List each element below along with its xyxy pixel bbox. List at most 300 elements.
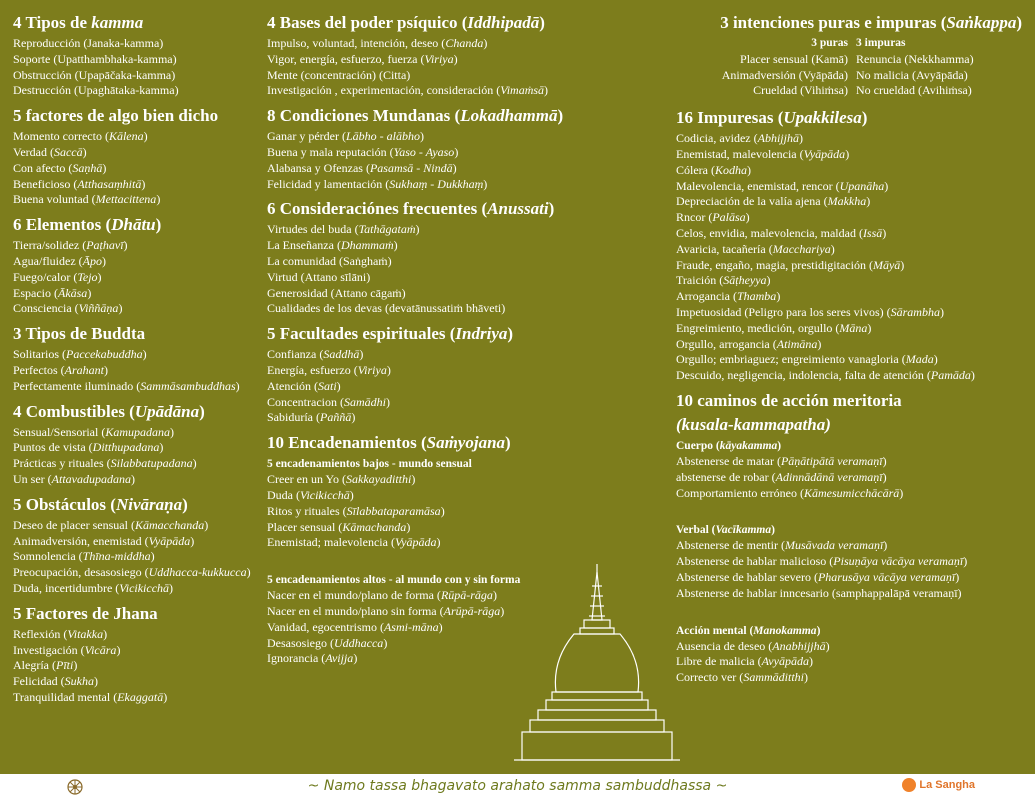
list-item-text-end: ) <box>351 410 356 425</box>
subgroup-title-text: Acción mental ( <box>676 624 754 637</box>
section-title-text-end: ) <box>182 494 188 514</box>
list-item-text-end: ) <box>808 654 813 669</box>
list-item-text: Abstenerse de hablar severo ( <box>676 569 818 584</box>
section-title-term: (kusala-kammapatha) <box>676 414 831 434</box>
section-title <box>267 323 567 344</box>
list-item-pali-term: Vyāpāda <box>803 146 846 161</box>
section-title-text: 10 caminos de acción meritoria <box>676 390 902 410</box>
list-item-pali-term: Pasamsā - Nindā <box>369 160 453 175</box>
list-item-text-end: ) <box>349 487 354 502</box>
list-item <box>267 222 567 238</box>
list-item <box>13 456 263 472</box>
list-item-text: Fraude, engaño, magia, prestidigitación ( <box>676 257 873 272</box>
section-title-pali-term: Iddhipadā <box>467 13 540 32</box>
list-item-pali-term: Saṇhā <box>72 160 103 175</box>
section-title-text-end: ) <box>861 108 868 128</box>
list-item-text-end: ) <box>933 352 938 367</box>
list-item-pali-term: Macchariya <box>772 241 831 256</box>
section <box>267 323 567 426</box>
section-title-pali-term: Saṅkappa <box>946 13 1017 32</box>
list-item-text-end: ) <box>939 304 944 319</box>
list-item-pali-term: Musāvada veramaṇī <box>784 538 884 553</box>
list-item-text: Fuego/calor ( <box>13 269 78 284</box>
section-title-text-end: ) <box>557 106 564 126</box>
list-item-pali-term: Vicikicchā <box>300 487 350 502</box>
list-item <box>676 570 1026 586</box>
header-pure: 3 puras <box>811 37 848 49</box>
item-list <box>267 36 567 99</box>
section-title-pali-term: Lokadhammā <box>460 106 558 126</box>
list-item <box>267 83 567 99</box>
list-item-text: Soporte (Upatthambhaka-kamma) <box>13 51 177 66</box>
section-title-text-end: ) <box>199 401 205 421</box>
list-item-text-end: ) <box>82 144 87 159</box>
la-sangha-logo-icon <box>902 778 916 792</box>
list-item-text-end: ) <box>159 440 164 455</box>
list-item <box>267 363 567 379</box>
list-item <box>676 210 1026 226</box>
section <box>676 390 1026 686</box>
list-item <box>267 68 567 84</box>
list-item-pali-term: Māyā <box>872 257 901 272</box>
list-item-text: Impulso, voluntad, intención, deseo ( <box>267 36 446 50</box>
list-item <box>13 177 263 193</box>
list-item-text: Buena y mala reputación ( <box>267 144 394 159</box>
list-item-text-end: ) <box>385 394 390 409</box>
section-title-text: 8 Condiciones Mundanas ( <box>267 106 461 126</box>
list-item-text-end: ) <box>900 257 905 272</box>
list-item-text: Felicidad y lamentación ( <box>267 176 390 191</box>
section-title-text: 16 Impuresas ( <box>676 108 784 128</box>
list-item-text-end: ) <box>163 689 168 704</box>
list-item-text: Energía, esfuerzo ( <box>267 362 358 377</box>
list-item <box>676 486 1026 502</box>
list-item-text-end: ) <box>452 160 457 175</box>
subgroup-title <box>267 457 567 472</box>
list-item-text: Avaricia, tacañería ( <box>676 241 773 256</box>
list-item-pali-term: Paccekabuddha <box>66 347 143 362</box>
list-item-text: Ritos y rituales ( <box>267 503 347 518</box>
subgroup-title <box>676 439 1026 454</box>
motto: ~ Namo tassa bhagavato arahato samma sambuddhassa ~ <box>307 778 728 794</box>
list-item <box>676 305 1026 321</box>
section-title-text-end: ) <box>505 433 511 453</box>
section-intentions <box>676 12 1026 99</box>
section-title-text-end: ) <box>155 215 162 235</box>
list-item-text-end: ) <box>845 146 850 161</box>
list-item <box>13 658 263 674</box>
list-item <box>267 177 567 193</box>
list-item-text-end: ) <box>101 253 106 268</box>
list-item-text: Consciencia ( <box>13 301 79 316</box>
list-item-text: Abstenerse de mentir ( <box>676 538 785 553</box>
list-item <box>13 690 263 706</box>
subgroup-title-pali-term: kāyakamma <box>719 439 778 452</box>
list-item-pali-term: Chanda <box>445 36 484 50</box>
list-item-text-end: ) <box>436 535 441 550</box>
item-list <box>13 347 263 394</box>
footer-bar <box>0 774 1035 800</box>
list-item-text: Espacio ( <box>13 285 58 300</box>
list-item-text-end: ) <box>87 285 92 300</box>
list-item-pali-term: Viññāṇa <box>78 301 119 316</box>
section-title <box>676 390 1026 411</box>
list-item <box>267 301 567 317</box>
list-item-pali-term: Māna <box>839 320 868 335</box>
list-item <box>13 581 263 597</box>
list-item-pali-term: Yaso - Ayaso <box>393 144 455 159</box>
list-item-pali-term: Anabhijjhā <box>772 638 826 653</box>
list-item-text-end: ) <box>438 619 443 634</box>
subgroup-title-pali-term: Vacīkamma <box>715 524 772 537</box>
list-item-text-end: ) <box>150 549 155 564</box>
section <box>13 603 263 706</box>
list-item-text: Rncor ( <box>676 210 713 225</box>
list-item-pali-term: Kodha <box>714 162 747 177</box>
list-item-text: La comunidad (Saṅghaṁ) <box>267 253 392 268</box>
list-item <box>13 518 263 534</box>
list-item-text: Duda ( <box>267 487 300 502</box>
list-item <box>676 554 1026 570</box>
list-item-text-end: ) <box>156 192 161 207</box>
list-item-text-end: ) <box>246 565 251 580</box>
list-item-pali-term: Palāsa <box>712 210 746 225</box>
list-item <box>267 504 567 520</box>
section-title-text: 5 Facultades espirituales ( <box>267 324 456 344</box>
list-item <box>13 674 263 690</box>
list-item <box>676 670 1026 686</box>
subgroup-title-pali-term: Manokamma <box>753 624 817 637</box>
list-item-text-end: ) <box>483 176 488 191</box>
list-item <box>267 472 567 488</box>
list-item-text: Destrucción (Upaghātaka-kamma) <box>13 83 179 98</box>
list-item <box>13 192 263 208</box>
list-item-pali-term: Vyāpāda <box>394 535 437 550</box>
list-item <box>267 410 567 426</box>
list-item-text: Mente (concentración) (Citta) <box>267 67 411 82</box>
list-item-pali-term: Ekaggatā <box>117 689 164 704</box>
list-item-pali-term: Upanāha <box>839 178 885 193</box>
list-item <box>13 627 263 643</box>
list-item <box>676 368 1026 384</box>
list-item-text-end: ) <box>492 588 497 603</box>
list-item-text-end: ) <box>825 638 830 653</box>
list-item-pali-term: Ākāsa <box>57 285 88 300</box>
list-item-pali-term: Atthasaṃhitā <box>77 176 142 191</box>
section-title-text: 5 factores de algo bien dicho <box>13 106 219 126</box>
subgroup-title-text-end: ) <box>771 524 775 537</box>
intentions-table <box>676 36 1026 99</box>
section-title-text: 5 Factores de Jhana <box>13 603 158 623</box>
section-title-text: 6 Consideraciónes frecuentes ( <box>267 199 488 219</box>
list-item-text: Solitarios ( <box>13 347 66 362</box>
list-item-text: Felicidad ( <box>13 674 65 689</box>
list-item-text-end: ) <box>123 238 128 253</box>
list-item <box>676 470 1026 486</box>
list-item <box>13 472 263 488</box>
section-title-text: 4 Bases del poder psíquico ( <box>267 13 468 32</box>
list-item-text: Ausencia de deseo ( <box>676 638 773 653</box>
list-item <box>13 534 263 550</box>
list-item-text: Nacer en el mundo/plano de forma ( <box>267 588 441 603</box>
list-item-pali-term: Pamāda <box>930 368 971 383</box>
section <box>13 494 263 597</box>
list-item-text-end: ) <box>419 129 424 144</box>
list-item-text-end: ) <box>169 580 174 595</box>
list-item-pali-term: Sati <box>317 378 337 393</box>
subgroup-title-text: Verbal ( <box>676 524 716 537</box>
list-item-text: Virtud (Attano sīlāni) <box>267 269 371 284</box>
section-title-text: 5 Obstáculos ( <box>13 494 116 514</box>
section-title-text: 4 Tipos de <box>13 13 92 32</box>
list-item-text: Sensual/Sensorial ( <box>13 424 106 439</box>
list-item-text-end: ) <box>798 131 803 146</box>
section-title <box>267 12 567 33</box>
list-item-pali-term: Lābho - alābho <box>345 129 420 144</box>
cell-impure: Renuncia (Nekkhamma) <box>856 51 974 66</box>
list-item-text-end: ) <box>745 210 750 225</box>
list-item-text-end: ) <box>883 538 888 553</box>
stupa-illustration <box>512 560 682 774</box>
list-item-pali-term: Abhijjhā <box>757 131 799 146</box>
section-title <box>13 214 263 235</box>
list-item-text-end: ) <box>747 162 751 177</box>
list-item <box>267 129 567 145</box>
section-title-pali-term: Upakkilesa <box>783 108 862 128</box>
list-item-text: Preocupación, desasosiego ( <box>13 565 149 580</box>
list-item <box>13 52 263 68</box>
section <box>13 12 263 99</box>
header-impure: 3 impuras <box>856 37 906 49</box>
list-item-text: Desasosiego ( <box>267 635 334 650</box>
item-list <box>13 129 263 208</box>
item-list <box>13 425 263 488</box>
list-item-text: Malevolencia, enemistad, rencor ( <box>676 178 840 193</box>
list-item-pali-term: Saddhā <box>323 347 360 362</box>
list-item-pali-term: Viriya <box>357 362 387 377</box>
list-item-text-end: ) <box>141 176 146 191</box>
list-item-text: Correcto ver ( <box>676 670 744 685</box>
list-item <box>13 425 263 441</box>
list-item-text-end: ) <box>766 273 771 288</box>
list-item-text-end: ) <box>336 378 341 393</box>
section-title-pali-term: Anussati <box>487 199 549 219</box>
item-list <box>267 347 567 426</box>
list-item-text: Reflexión ( <box>13 626 68 641</box>
section <box>267 12 567 99</box>
section-title-line2 <box>676 414 1026 435</box>
list-item-pali-term: Asmi-māna <box>383 619 439 634</box>
list-item <box>267 145 567 161</box>
section-title <box>13 323 263 344</box>
list-item-pali-term: Sāṭheyya <box>723 273 767 288</box>
list-item-text-end: ) <box>97 269 102 284</box>
list-item-text-end: ) <box>103 626 108 641</box>
list-item-text-end: ) <box>817 336 822 351</box>
list-item-text: Ignorancia ( <box>267 651 326 666</box>
list-item-pali-term: Viriya <box>424 51 454 66</box>
list-item-pali-term: Sakkayaditthi <box>346 472 412 487</box>
section-title-pali-term: Upādāna <box>134 401 200 421</box>
list-item-pali-term: Makkha <box>827 194 867 209</box>
list-item-pali-term: Vicāra <box>84 642 117 657</box>
list-item-text: Obstrucción (Upapāčaka-kamma) <box>13 67 176 82</box>
list-item-text-end: ) <box>235 378 240 393</box>
list-item-text-end: ) <box>882 469 887 484</box>
list-item-pali-term: Kāmacchanda <box>134 517 205 532</box>
list-item-text: Ganar y pérder ( <box>267 129 346 144</box>
list-item-text: Vanidad, egocentrismo ( <box>267 619 384 634</box>
list-item-text-end: ) <box>93 674 98 689</box>
list-item <box>267 270 567 286</box>
section-title <box>13 12 263 33</box>
list-item-pali-term: Silabbatupadana <box>110 456 193 471</box>
list-item-pali-term: Vimaṁsā <box>500 83 545 98</box>
section-title <box>13 105 263 126</box>
list-item-pali-term: Ditthupadana <box>92 440 160 455</box>
list-item-pali-term: Pisuṇāya vācāya veramaṇī <box>833 554 964 569</box>
subgroup-title <box>676 624 1026 639</box>
list-item-text: Orgullo; embriaguez; engreimiento vanagloria ( <box>676 352 906 367</box>
list-item-pali-term: Āpo <box>82 253 102 268</box>
list-item <box>676 321 1026 337</box>
list-item-text-end: ) <box>454 144 459 159</box>
list-item-pali-term: Vicikicchā <box>119 580 170 595</box>
list-item-pali-term: Sukhaṃ - Dukkhaṃ <box>389 176 484 191</box>
list-item-pali-term: Sammāditthi <box>743 670 804 685</box>
list-item-text-end: ) <box>359 347 364 362</box>
section-title <box>13 494 263 515</box>
list-item-text: Con afecto ( <box>13 160 73 175</box>
item-list <box>13 238 263 317</box>
list-item <box>676 289 1026 305</box>
list-item-pali-term: Dhammaṁ <box>340 238 394 253</box>
section-title <box>676 107 1026 128</box>
section-title <box>13 603 263 624</box>
list-item-text-end: ) <box>102 160 107 175</box>
list-item-pali-term: Paññā <box>320 410 352 425</box>
list-item-pali-term: Vitakka <box>67 626 104 641</box>
list-item <box>676 273 1026 289</box>
list-item-pali-term: Kālena <box>108 129 144 144</box>
list-item <box>13 36 263 52</box>
list-item-text-end: ) <box>884 178 889 193</box>
section-title-text-end: ) <box>1016 13 1022 32</box>
section <box>267 105 567 192</box>
subgroup-title <box>676 523 1026 538</box>
list-item <box>676 131 1026 147</box>
list-item <box>267 52 567 68</box>
list-item-text: Orgullo, arrogancia ( <box>676 336 777 351</box>
list-item-pali-term: Thamba <box>736 289 777 304</box>
list-item <box>13 161 263 177</box>
list-item-text: Engreimiento, medición, orgullo ( <box>676 320 840 335</box>
list-item <box>267 254 567 270</box>
list-item-text: Sabiduría ( <box>267 410 320 425</box>
list-item <box>267 488 567 504</box>
list-item-text: Arrogancia ( <box>676 289 737 304</box>
list-item-text-end: ) <box>383 635 388 650</box>
list-item-pali-term: Tejo <box>77 269 98 284</box>
item-list <box>267 129 567 192</box>
list-item-pali-term: Atimāna <box>776 336 818 351</box>
list-item-text: Reproducción (Janaka-kamma) <box>13 36 164 50</box>
spacer <box>676 608 1026 620</box>
section <box>13 401 263 488</box>
list-item <box>13 68 263 84</box>
list-item-text-end: ) <box>453 51 458 66</box>
list-item <box>13 145 263 161</box>
section <box>676 107 1026 384</box>
section-title <box>267 198 567 219</box>
list-item-text: Impetuosidad (Peligro para los seres vivos) ( <box>676 304 891 319</box>
list-item-pali-term: Pāṇātipātā veramaṇī <box>780 453 883 468</box>
list-item-text-end: ) <box>866 194 871 209</box>
list-item-text-end: ) <box>544 83 549 98</box>
list-item-text: Celos, envidia, malevolencia, maldad ( <box>676 225 863 240</box>
section-title-text: 3 intenciones puras e impuras ( <box>720 13 947 32</box>
list-item-text-end: ) <box>116 642 121 657</box>
column-1 <box>13 12 263 712</box>
list-item-pali-term: Kāmachanda <box>342 519 407 534</box>
list-item-text: Virtudes del buda ( <box>267 222 359 237</box>
list-item-text: Abstenerse de matar ( <box>676 453 781 468</box>
list-item-text-end: ) <box>882 225 887 240</box>
cell-pure: Animadversión (Vyāpāda) <box>721 67 848 82</box>
list-item-text: Animadversión, enemistad ( <box>13 533 149 548</box>
section-title <box>13 401 263 422</box>
list-item-text-end: ) <box>118 301 123 316</box>
list-item-text: Deseo de placer sensual ( <box>13 517 135 532</box>
list-item <box>267 395 567 411</box>
list-item-text: Comportamiento erróneo ( <box>676 485 804 500</box>
list-item-text: Confianza ( <box>267 347 324 362</box>
section-title-pali-term: Dhātu <box>111 215 156 235</box>
item-list <box>676 454 1026 501</box>
list-item <box>267 161 567 177</box>
list-item-text-end: ) <box>386 362 391 377</box>
list-item-pali-term: Pīti <box>55 658 74 673</box>
list-item-text: Descuido, negligencia, indolencia, falta de atención ( <box>676 368 931 383</box>
list-item-text-end: ) <box>415 222 420 237</box>
list-item <box>676 586 1026 602</box>
list-item <box>13 301 263 317</box>
list-item-pali-term: Kāmesumicchācārā <box>803 485 900 500</box>
list-item-pali-term: Arūpā-rāga <box>443 603 501 618</box>
subgroup-title-text-end: ) <box>816 624 821 637</box>
list-item-text: Tierra/solidez ( <box>13 238 87 253</box>
list-item-text-end: ) <box>440 503 445 518</box>
list-item-text-end: ) <box>963 554 968 569</box>
section-title-pali-term: kamma <box>91 13 144 32</box>
list-item-text-end: ) <box>483 36 488 50</box>
list-item-pali-term: Mettacittena <box>95 192 157 207</box>
la-sangha-logo <box>902 778 975 792</box>
list-item-pali-term: Vyāpāda <box>148 533 191 548</box>
section-title-pali-term: Nivāraṇa <box>115 494 183 514</box>
list-item-text-end: ) <box>899 485 904 500</box>
list-item-pali-term: Sammāsambuddhas <box>140 378 236 393</box>
list-item <box>13 643 263 659</box>
list-item-pali-term: Avijja <box>325 651 354 666</box>
list-item-text: Verdad ( <box>13 144 54 159</box>
list-item-text: Placer sensual ( <box>267 519 343 534</box>
brand-name: La Sangha <box>919 779 975 791</box>
list-item-text: Perfectamente iluminado ( <box>13 378 141 393</box>
list-item-pali-term: Mada <box>905 352 934 367</box>
list-item-text: Investigación , experimentación, consideración ( <box>267 83 501 98</box>
list-item-pali-term: Kamupadana <box>105 424 170 439</box>
